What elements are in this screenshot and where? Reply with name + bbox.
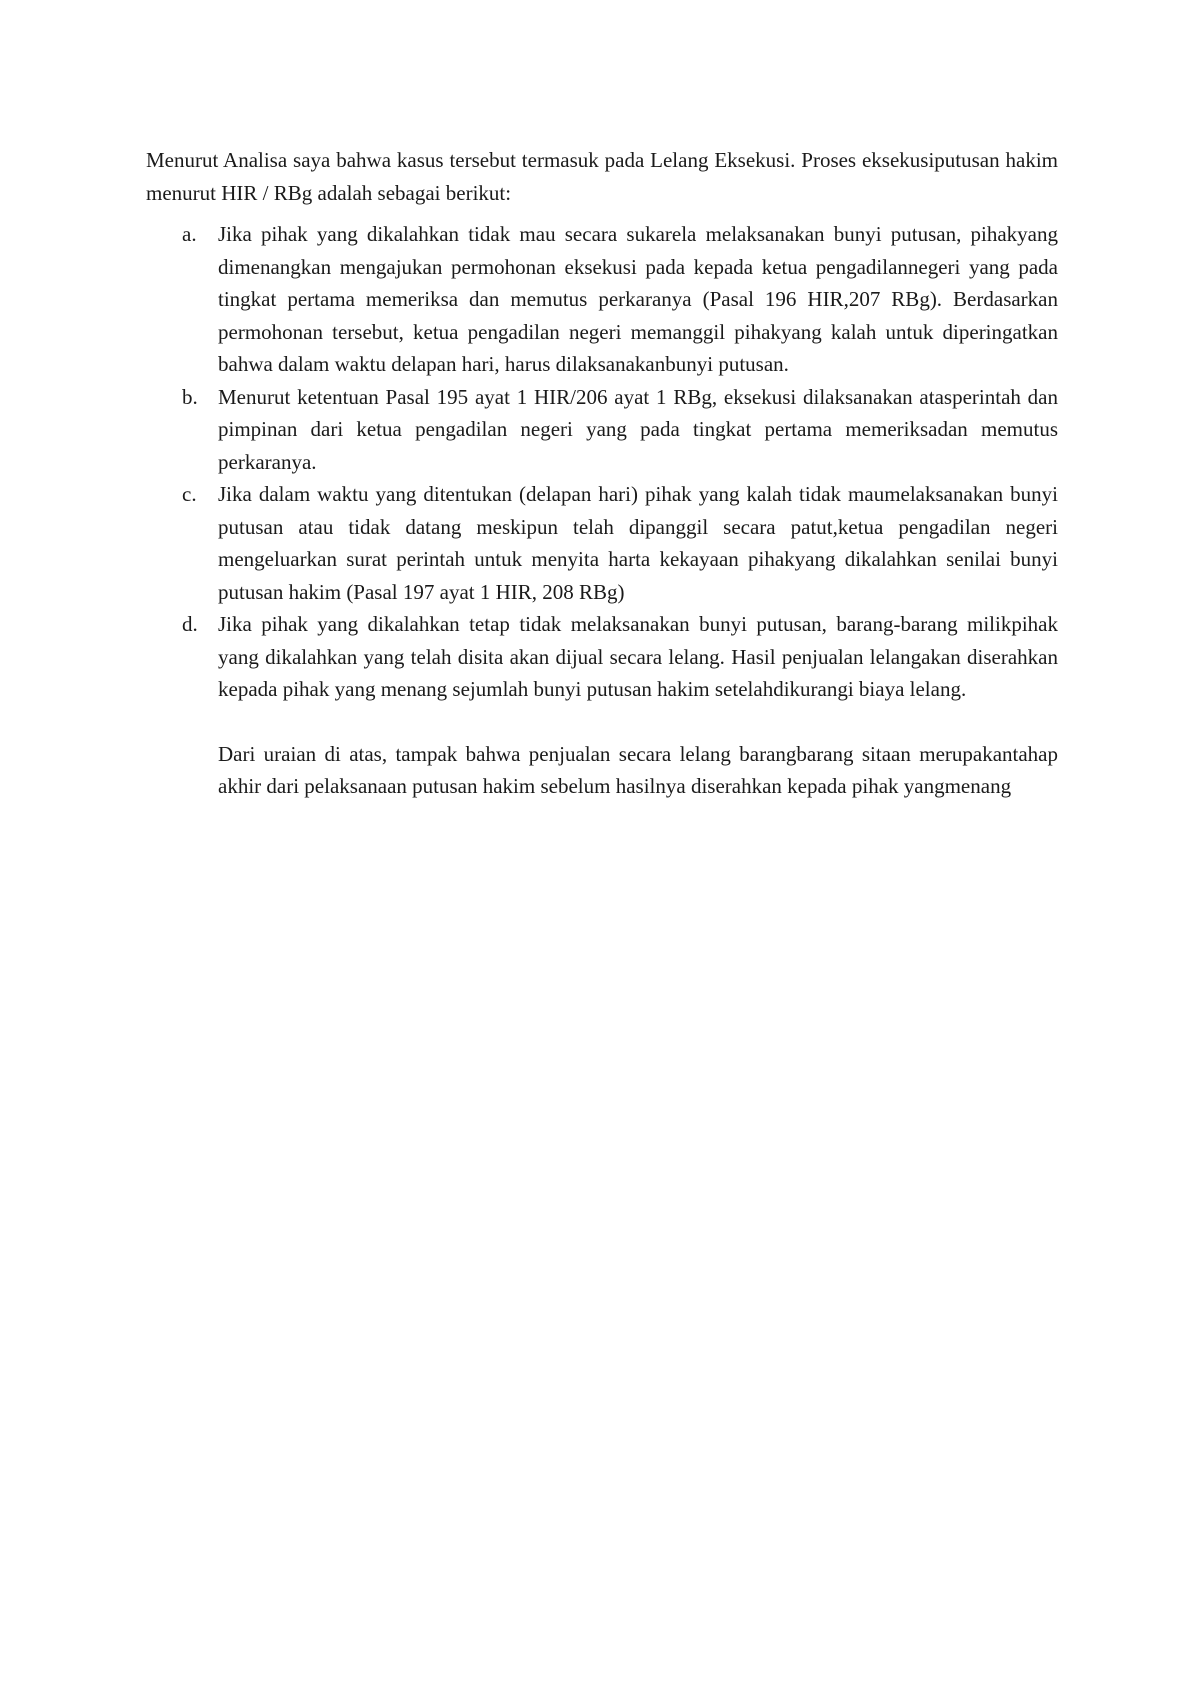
list-item-text: Menurut ketentuan Pasal 195 ayat 1 HIR/206 ayat 1 RBg, eksekusi dilaksanakan atasperintah dan pimpinan dari ketua pengadilan negeri yang pada tingkat pertama memeriksadan memutus perkaranya. xyxy=(218,384,1058,474)
list-item xyxy=(146,478,1058,608)
list-item-text: Jika dalam waktu yang ditentukan (delapan hari) pihak yang kalah tidak maumelaksanakan bunyi putusan atau tidak datang meskipun telah dipanggil secara patut,ketua pengadilan negeri mengeluarkan surat perintah untuk menyita harta kekayaan pihakyang dikalahkan senilai bunyi putusan hakim (Pasal 197 ayat 1 HIR, 208 RBg) xyxy=(218,482,1058,604)
list-marker: b. xyxy=(182,384,198,409)
list-item-text: Jika pihak yang dikalahkan tetap tidak melaksanakan bunyi putusan, barang-barang milikpihak yang dikalahkan yang telah disita akan dijual secara lelang. Hasil penjualan lelangakan diserahkan kepada pihak yang menang sejumlah bunyi putusan hakim setelahdikurangi biaya lelang. xyxy=(218,612,1058,701)
document-body xyxy=(146,144,1058,803)
list-item xyxy=(146,608,1058,706)
list-item xyxy=(146,218,1058,381)
list-marker: a. xyxy=(182,222,197,246)
intro-paragraph: Menurut Analisa saya bahwa kasus tersebut termasuk pada Lelang Eksekusi. Proses eksekusiputusan hakim menurut HIR / RBg adalah sebagai berikut: xyxy=(146,148,1058,205)
list-item-text: Jika pihak yang dikalahkan tidak mau secara sukarela melaksanakan bunyi putusan, pihakyang dimenangkan mengajukan permohonan eksekusi pada kepada ketua pengadilannegeri yang pada tingkat pertama memeriksa dan memutus perkaranya (Pasal 196 HIR,207 RBg). Berdasarkan permohonan tersebut, ketua pengadilan negeri memanggil pihakyang kalah untuk diperingatkan bahwa dalam waktu delapan hari, harus dilaksanakanbunyi putusan. xyxy=(218,222,1058,376)
list-marker: d. xyxy=(182,612,198,636)
list-item xyxy=(146,381,1058,479)
conclusion-paragraph: Dari uraian di atas, tampak bahwa penjualan secara lelang barangbarang sitaan merupakantahap akhir dari pelaksanaan putusan hakim sebelum hasilnya diserahkan kepada pihak yangmenang xyxy=(218,741,1058,798)
list-marker: c. xyxy=(182,482,197,506)
execution-steps-list xyxy=(146,218,1058,706)
